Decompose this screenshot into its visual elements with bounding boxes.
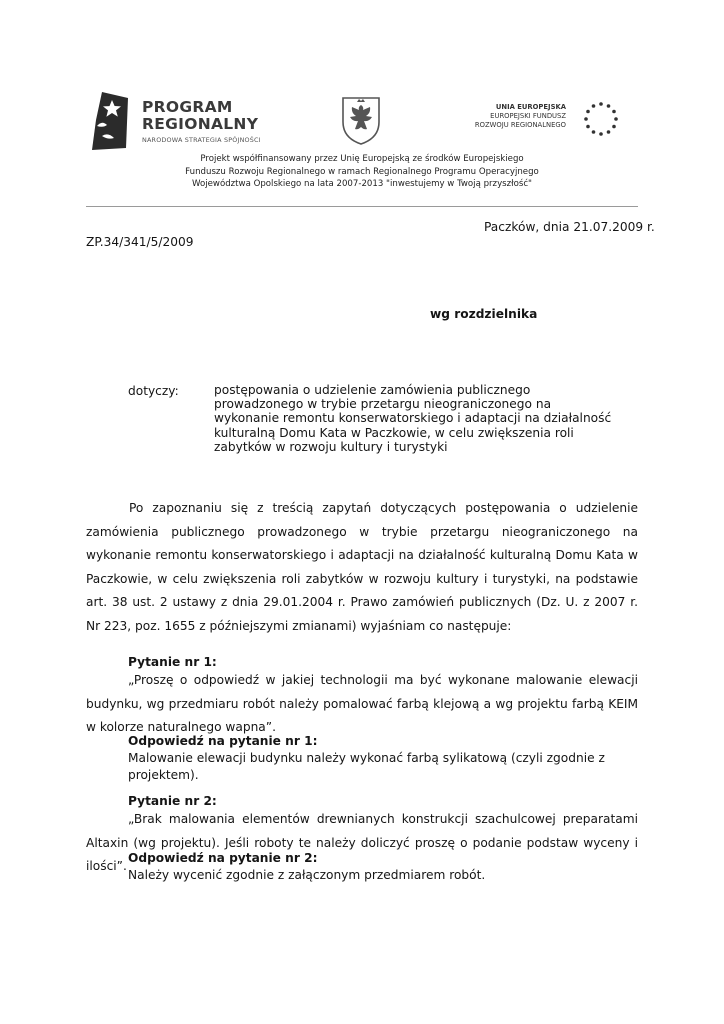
eu-logo-line1: UNIA EUROPEJSKA bbox=[495, 103, 566, 111]
cofinancing-line3: Województwa Opolskiego na lata 2007-2013 "inwestujemy w Twoją przyszłość" bbox=[192, 179, 532, 190]
header-divider bbox=[86, 206, 638, 207]
cofinancing-line2: Funduszu Rozwoju Regionalnego w ramach Regionalnego Programu Operacyjnego bbox=[185, 166, 539, 177]
logo-title-line1: PROGRAM bbox=[142, 98, 233, 116]
eu-logo bbox=[448, 100, 628, 140]
answer-2 bbox=[128, 850, 638, 884]
recipient: wg rozdzielnika bbox=[430, 307, 538, 321]
intro-paragraph: Po zapoznaniu się z treścią zapytań dotyczących postępowania o udzielenie zamówienia publicznego prowadzonego w trybie przetargu nieograniczonego na wykonanie remontu konserwatorskiego i adaptacji na działalność kulturalną Domu Kata w Paczkowie, w celu zwiększenia roli zabytków w rozwoju kultury i turystyki, na podstawie art. 38 ust. 2 ustawy z dnia 29.01.2004 r. Prawo zamówień publicznych (Dz. U. z 2007 r. Nr 223, poz. 1655 z późniejszymi zmianami) wyjaśniam co następuje: bbox=[86, 501, 638, 633]
question-1-label: Pytanie nr 1: bbox=[128, 655, 217, 669]
answer-1 bbox=[128, 733, 638, 784]
reference-number: ZP.34/341/5/2009 bbox=[86, 235, 194, 249]
question-1-text: „Proszę o odpowiedź w jakiej technologii ma być wykonane malowanie elewacji budynku, wg przedmiaru robót należy pomalować farbą klejową a wg projektu farbą KEIM w kolorze naturalnego wapna”. bbox=[86, 673, 638, 735]
letter-date: Paczków, dnia 21.07.2009 r. bbox=[484, 220, 655, 234]
question-2-text: „Brak malowania elementów drewnianych konstrukcji szachulcowej preparatami Altaxin (wg projektu). Jeśli roboty te należy doliczyć proszę o podanie podstaw wyceny i ilości”. bbox=[86, 812, 638, 874]
question-2-label: Pytanie nr 2: bbox=[128, 794, 217, 808]
cofinancing-line1: Projekt współfinansowany przez Unię Europejską ze środków Europejskiego bbox=[200, 154, 524, 164]
opole-crest-icon bbox=[340, 96, 382, 146]
eu-logo-line3: ROZWOJU REGIONALNEGO bbox=[474, 121, 566, 129]
answer-1-text: Malowanie elewacji budynku należy wykonać farbą sylikatową (czyli zgodnie z projektem). bbox=[128, 751, 605, 782]
answer-2-text: Należy wycenić zgodnie z załączonym przedmiarem robót. bbox=[128, 868, 486, 882]
answer-1-label: Odpowiedź na pytanie nr 1: bbox=[128, 734, 318, 748]
program-regionalny-logo bbox=[88, 90, 298, 152]
concerning-label: dotyczy: bbox=[128, 384, 179, 398]
eu-stars-icon bbox=[582, 100, 620, 138]
cofinancing-note bbox=[0, 153, 724, 191]
logo-title-line2: REGIONALNY bbox=[142, 115, 259, 133]
question-1 bbox=[86, 654, 638, 740]
logo-subtitle: NARODOWA STRATEGIA SPÓJNOŚCI bbox=[142, 136, 261, 144]
program-regionalny-mark-icon bbox=[88, 90, 132, 152]
concerning-text: postępowania o udzielenie zamówienia publicznego prowadzonego w trybie przetargu nieograniczonego na wykonanie remontu konserwatorskiego i adaptacji na działalność kulturalną Domu Kata w Paczkowie, w celu zwiększenia roli zabytków w rozwoju kultury i turystyki bbox=[214, 383, 612, 454]
eu-logo-line2: EUROPEJSKI FUNDUSZ bbox=[490, 112, 566, 120]
answer-2-label: Odpowiedź na pytanie nr 2: bbox=[128, 851, 318, 865]
